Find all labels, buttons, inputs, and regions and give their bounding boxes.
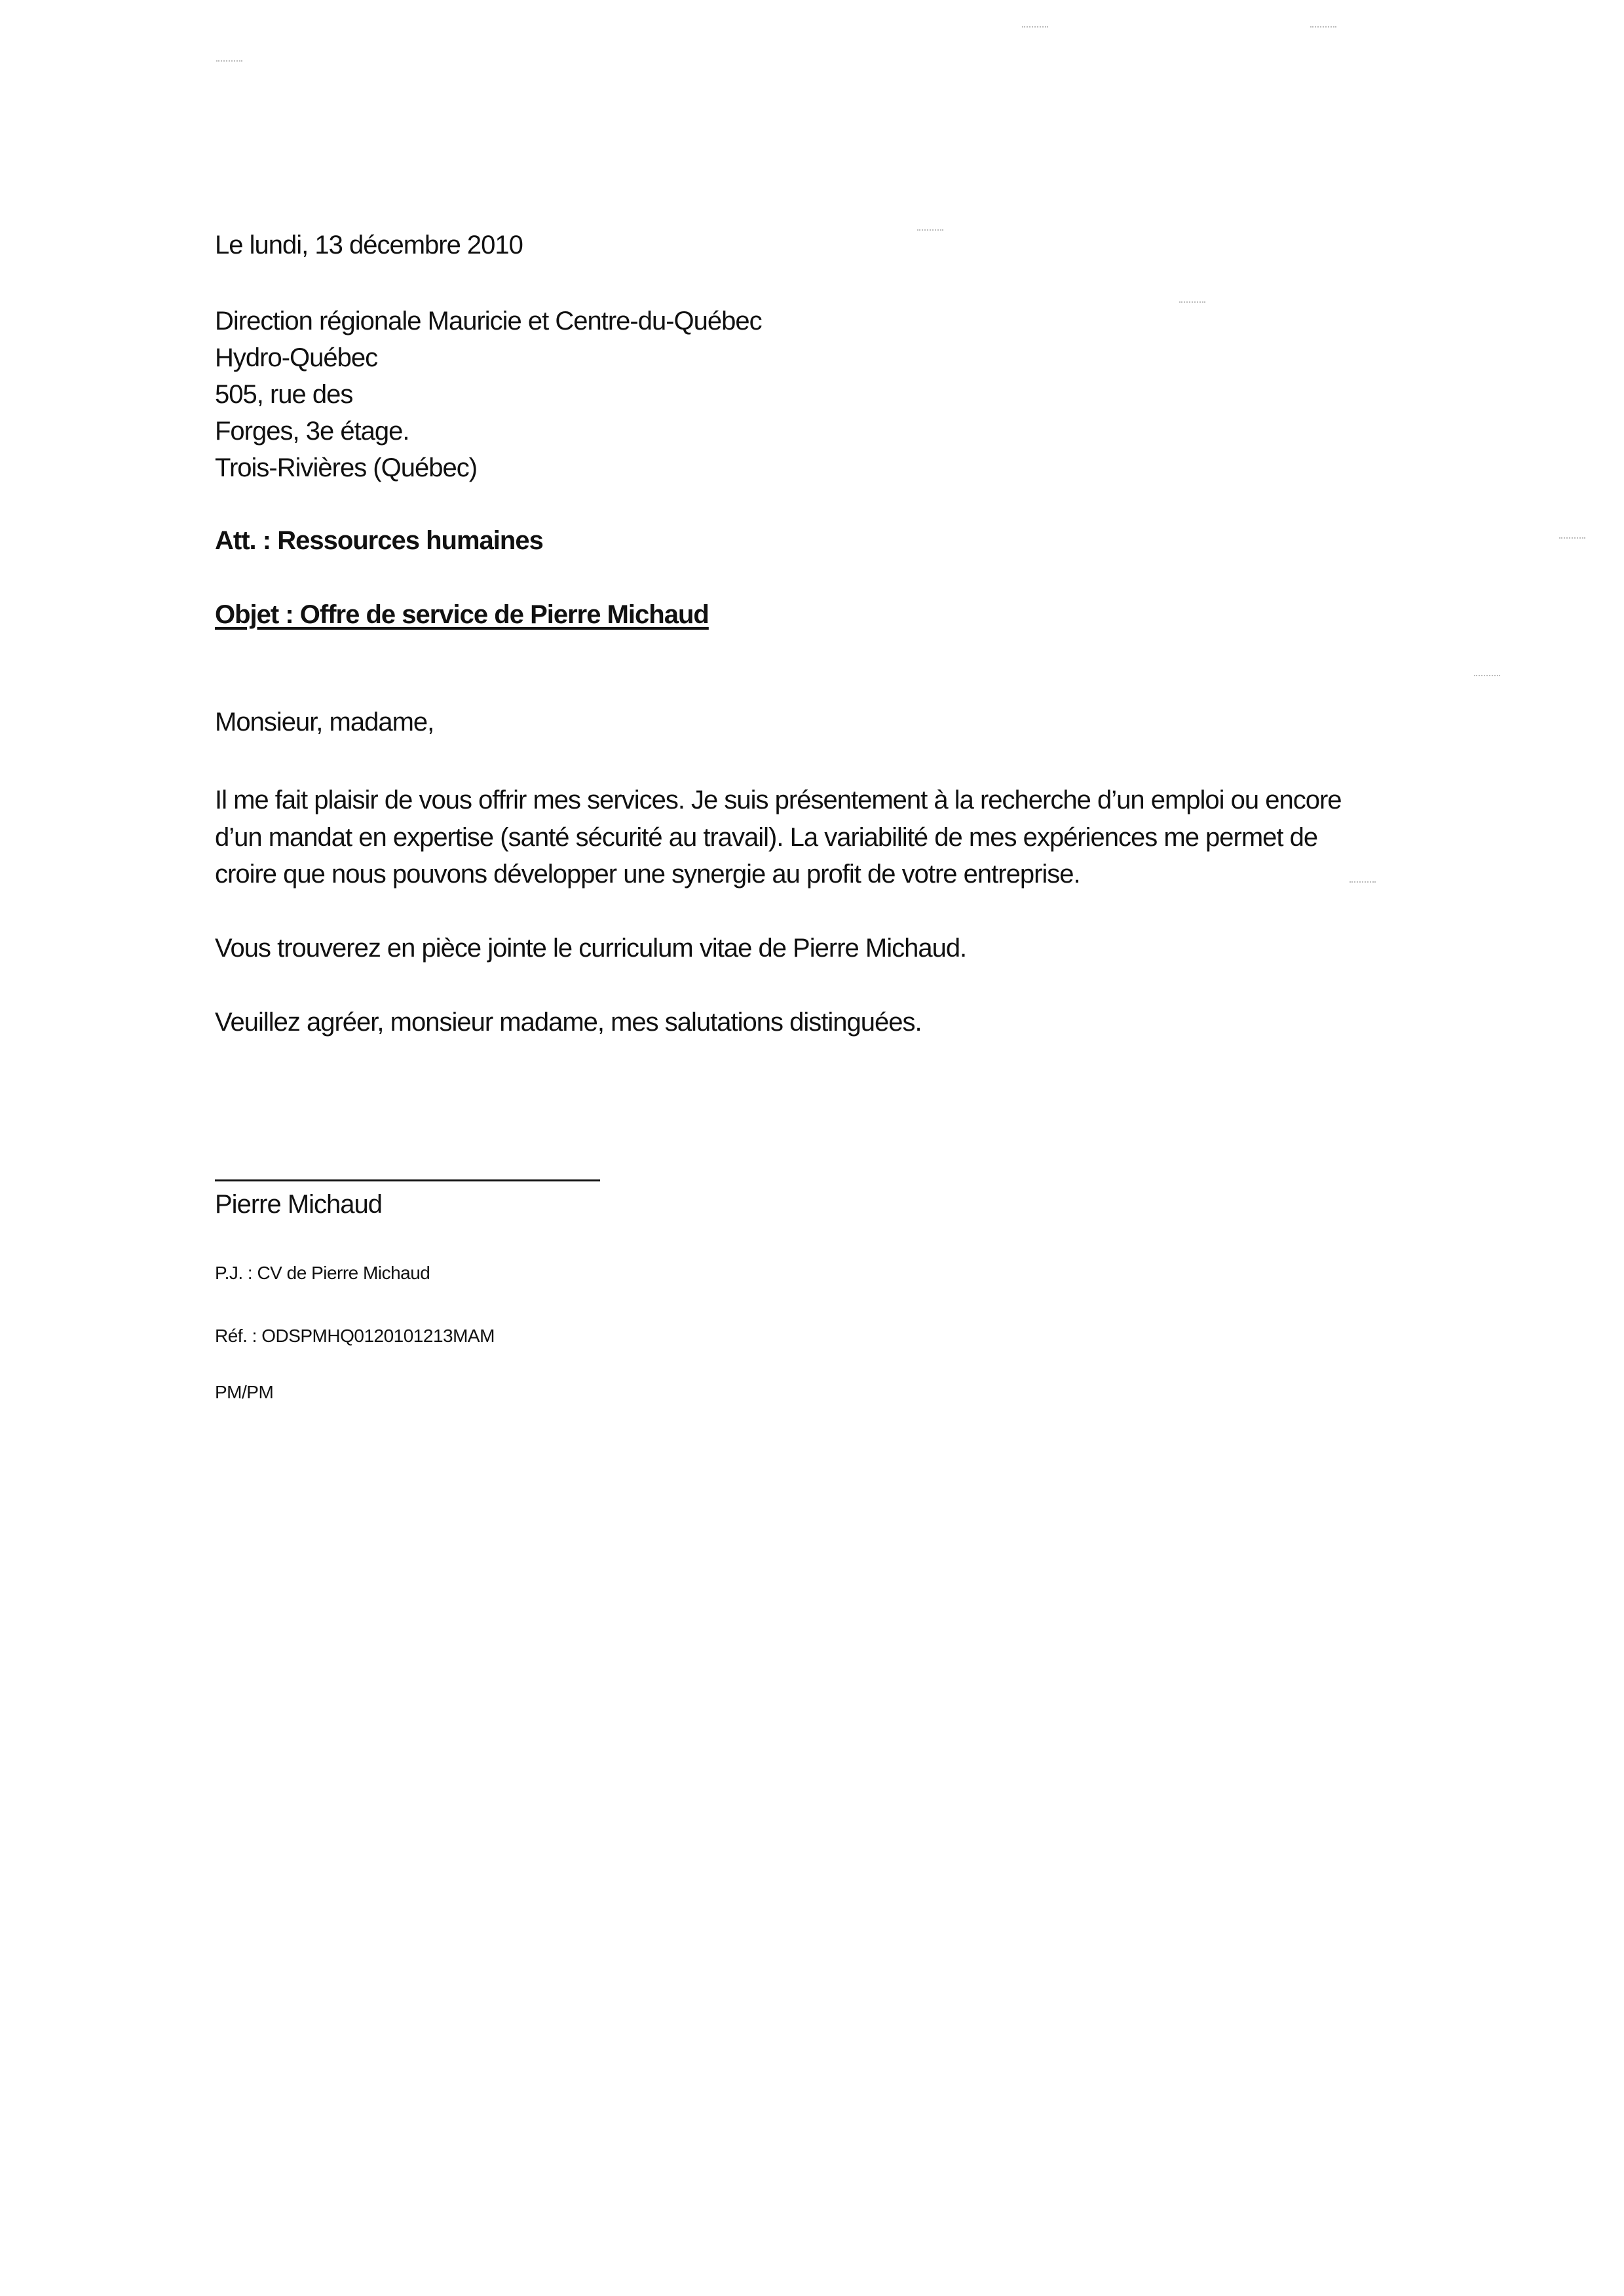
salutation: Monsieur, madame,: [215, 708, 434, 737]
scan-noise: [216, 60, 242, 63]
scan-noise: [1474, 675, 1500, 678]
reference-code: Réf. : ODSPMHQ0120101213MAM: [215, 1326, 495, 1346]
recipient-line-3: 505, rue des: [215, 380, 353, 409]
recipient-line-4: Forges, 3e étage.: [215, 417, 409, 446]
closing: Veuillez agréer, monsieur madame, mes salutations distinguées.: [215, 1008, 922, 1037]
signature-line: [215, 1179, 600, 1181]
recipient-line-2: Hydro-Québec: [215, 343, 378, 372]
scan-noise: [1350, 881, 1376, 884]
attachment-note: P.J. : CV de Pierre Michaud: [215, 1263, 430, 1283]
body-paragraph-1-line-3: croire que nous pouvons développer une synergie au profit de votre entreprise.: [215, 860, 1080, 889]
recipient-line-1: Direction régionale Mauricie et Centre-du-Québec: [215, 307, 762, 335]
letter-date: Le lundi, 13 décembre 2010: [215, 231, 523, 259]
signature-name: Pierre Michaud: [215, 1190, 383, 1219]
scan-noise: [1022, 26, 1048, 29]
scan-noise: [1310, 26, 1336, 29]
body-paragraph-1-line-2: d’un mandat en expertise (santé sécurité au travail). La variabilité de mes expériences me permet de: [215, 823, 1318, 852]
recipient-line-5: Trois-Rivières (Québec): [215, 453, 478, 482]
scan-noise: [917, 229, 943, 232]
body-paragraph-2: Vous trouverez en pièce jointe le curriculum vitae de Pierre Michaud.: [215, 934, 967, 963]
body-paragraph-1-line-1: Il me fait plaisir de vous offrir mes services. Je suis présentement à la recherche d’un emploi ou encore: [215, 786, 1342, 814]
scan-noise: [1179, 301, 1205, 304]
scan-noise: [1559, 537, 1585, 540]
subject-line: Objet : Offre de service de Pierre Michaud: [215, 600, 709, 629]
initials: PM/PM: [215, 1382, 274, 1402]
attention-line: Att. : Ressources humaines: [215, 526, 543, 555]
